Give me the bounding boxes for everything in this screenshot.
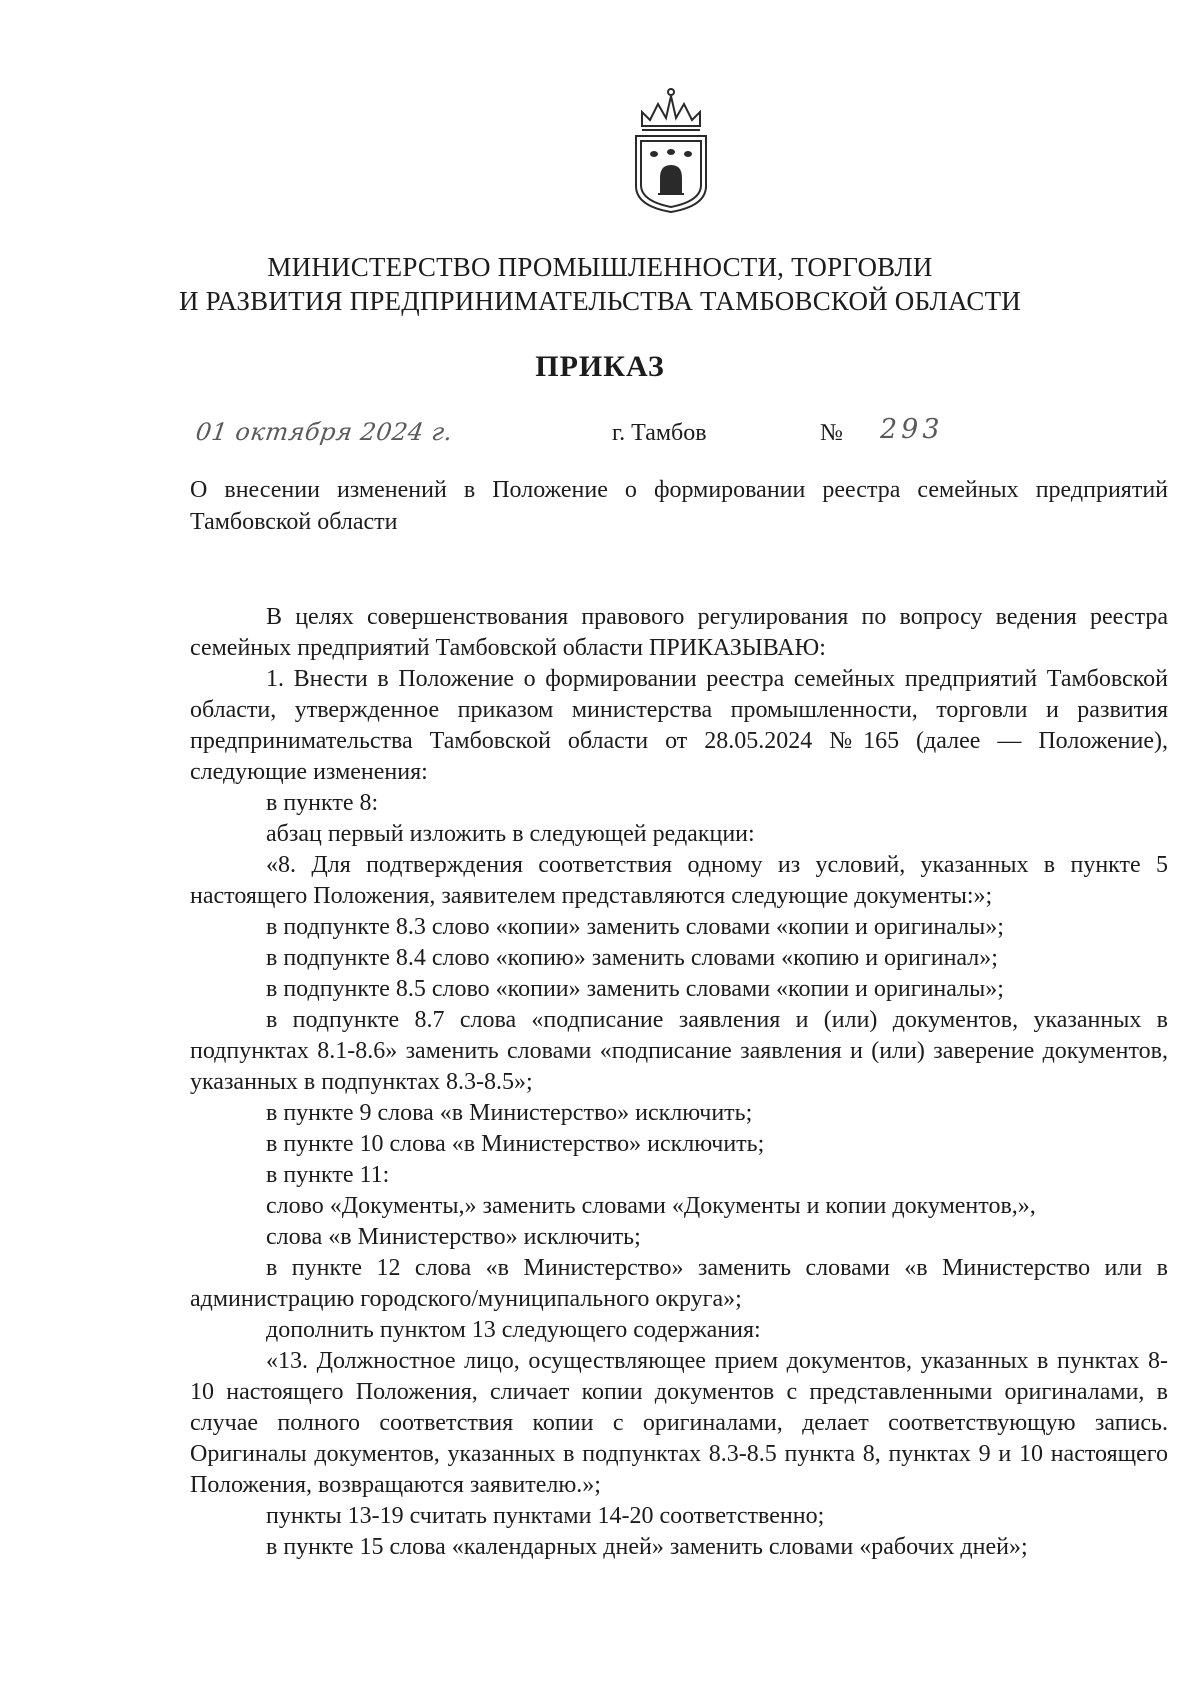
tambov-coat-of-arms-icon (628, 82, 714, 216)
order-body (190, 602, 1168, 1563)
body-paragraph: в подпункте 8.3 слово «копии» заменить словами «копии и оригиналы»; (266, 914, 1004, 940)
body-paragraph: в пункте 12 слова «в Министерство» заменить словами «в Министерство или в администрацию городского/муниципального округа»; (190, 1255, 1168, 1312)
body-paragraph: дополнить пунктом 13 следующего содержания: (266, 1317, 761, 1343)
body-paragraph: в подпункте 8.5 слово «копии» заменить словами «копии и оригиналы»; (266, 976, 1004, 1002)
body-paragraph: абзац первый изложить в следующей редакции: (266, 821, 755, 847)
handwritten-date: 01 октября 2024 г. (194, 418, 455, 446)
order-subject: О внесении изменений в Положение о формировании реестра семейных предприятий Тамбовской области (190, 477, 1168, 535)
handwritten-number: 293 (880, 414, 944, 445)
number-label: № (820, 420, 843, 446)
document-type-heading: ПРИКАЗ (535, 350, 665, 383)
ministry-line-1: МИНИСТЕРСТВО ПРОМЫШЛЕННОСТИ, ТОРГОВЛИ (267, 252, 933, 282)
body-paragraph: в подпункте 8.7 слова «подписание заявления и (или) документов, указанных в подпунктах 8.1-8.6» заменить словами «подписание заявления и (или) заверение документов, указанных в подпунктах 8.3-8.5»; (190, 1007, 1168, 1095)
body-paragraph: «8. Для подтверждения соответствия одному из условий, указанных в пункте 5 настоящего Положения, заявителем представляются следующие документы:»; (190, 852, 1168, 909)
body-paragraph: в пункте 10 слова «в Министерство» исключить; (266, 1131, 765, 1157)
preamble-paragraph: В целях совершенствования правового регулирования по вопросу ведения реестра семейных предприятий Тамбовской области ПРИКАЗЫВАЮ: (190, 604, 1168, 661)
body-paragraph: в подпункте 8.4 слово «копию» заменить словами «копию и оригинал»; (266, 945, 998, 971)
ministry-name (0, 250, 1200, 318)
body-paragraph: 1. Внести в Положение о формировании реестра семейных предприятий Тамбовской области, утвержденное приказом министерства промышленности, торговли и развития предпринимательства Тамбовской области от 28.05.2024 №165 (далее — Положение), следующие изменения: (190, 666, 1168, 785)
body-paragraph: в пункте 9 слова «в Министерство» исключить; (266, 1100, 753, 1126)
body-paragraph: в пункте 15 слова «календарных дней» заменить словами «рабочих дней»; (266, 1534, 1028, 1560)
body-paragraph: в пункте 11: (266, 1162, 390, 1188)
city-label: г. Тамбов (612, 420, 707, 446)
ministry-line-2: И РАЗВИТИЯ ПРЕДПРИНИМАТЕЛЬСТВА ТАМБОВСКОЙ ОБЛАСТИ (179, 286, 1021, 316)
body-paragraph: пункты 13-19 считать пунктами 14-20 соответственно; (266, 1503, 825, 1529)
body-paragraph: слова «в Министерство» исключить; (266, 1224, 641, 1250)
body-paragraph: слово «Документы,» заменить словами «Документы и копии документов,», (266, 1193, 1036, 1219)
body-paragraph: в пункте 8: (266, 790, 379, 816)
body-paragraph: «13. Должностное лицо, осуществляющее прием документов, указанных в пунктах 8-10 настоящего Положения, сличает копии документов с представленными оригиналами, в случае полного соответствия копии с оригиналами, делает соответствующую запись. Оригиналы документов, указанных в подпунктах 8.3-8.5 пункта 8, пунктах 9 и 10 настоящего Положения, возвращаются заявителю.»; (190, 1348, 1168, 1498)
